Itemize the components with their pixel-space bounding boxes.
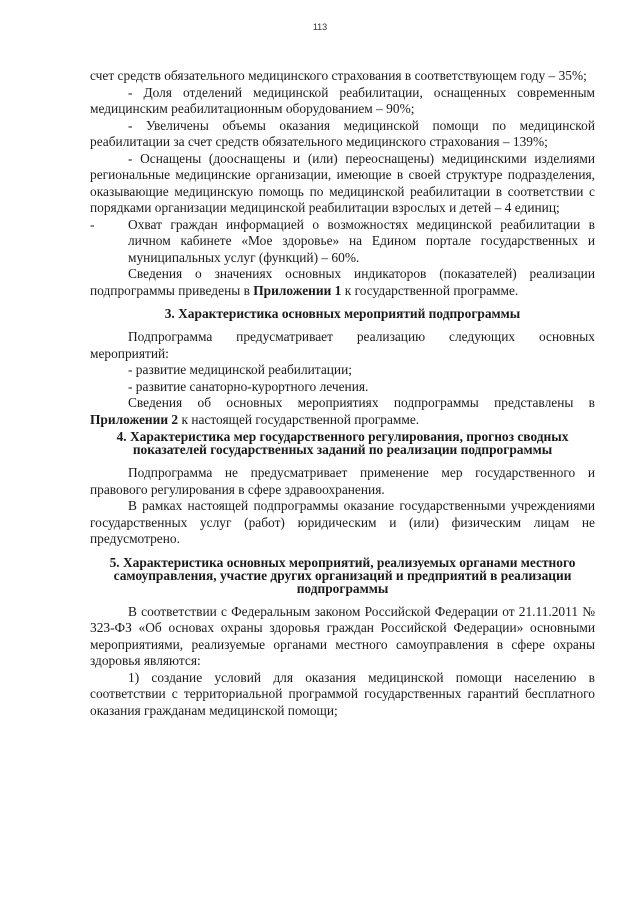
paragraph: счет средств обязательного медицинского страхования в соответствующем году – 35%;: [90, 68, 587, 83]
list-item: - Доля отделений медицинской реабилитации, оснащенных современным медицинским реабилитационным оборудованием – 90%;: [90, 84, 595, 116]
appendix-reference: Приложении 2: [90, 411, 179, 427]
indicators-reference: [90, 266, 595, 299]
text: к настоящей государственной программе.: [178, 411, 420, 427]
dash-marker: -: [90, 216, 95, 232]
list-item: - Оснащены (дооснащены и (или) переоснащены) медицинскими изделиями региональные медицинские организации, имеющие в своей структуре подразделения, оказывающие медицинскую помощь по медицинской реабилитации в соответствии с порядками организации медицинской реабилитации взрослых и детей – 4 единиц;: [90, 150, 595, 215]
paragraph: Подпрограмма не предусматривает применение мер государственного и правового регулирования в сфере здравоохранения.: [90, 465, 595, 497]
appendix-reference: Приложении 1: [253, 282, 342, 298]
appendix-reference-paragraph: [90, 395, 595, 428]
text: Сведения о значениях основных индикаторов (показателей) реализации подпрограммы приведены в: [90, 266, 595, 298]
text: Сведения об основных мероприятиях подпрограммы представлены в: [128, 395, 595, 410]
section-heading: 5. Характеристика основных мероприятий, реализуемых органами местного самоуправления, участие других организаций и предприятий в реализации подпрограммы: [109, 554, 576, 596]
paragraph: 1) создание условий для оказания медицинской помощи населению в соответствии с территориальной программой государственных гарантий бесплатного оказания гражданам медицинской помощи;: [90, 669, 595, 718]
page-number: 113: [312, 22, 328, 32]
text: к государственной программе.: [341, 282, 519, 298]
list-item-text: Охват граждан информацией о возможностях медицинской реабилитации в личном кабинете «Мое здоровье» на Едином портале государственных и муниципальных услуг (функций) – 60%.: [128, 216, 595, 265]
list-item: - Увеличены объемы оказания медицинской помощи по медицинской реабилитации за счет средств обязательного медицинского страхования – 139%;: [90, 117, 595, 149]
list-item: - развитие санаторно-курортного лечения.: [128, 378, 369, 394]
page-content: [90, 68, 595, 719]
list-item: [90, 217, 595, 267]
paragraph: В рамках настоящей подпрограммы оказание государственными учреждениями государственных услуг (работ) юридическим и (или) физическим лицам не предусмотрено.: [90, 498, 595, 546]
paragraph: В соответствии с Федеральным законом Российской Федерации от 21.11.2011 № 323-ФЗ «Об основах охраны здоровья граждан Российской Федерации» основными мероприятиями, реализуемые органами местного самоуправления в сфере охраны здоровья являются:: [90, 603, 595, 668]
section-heading: 3. Характеристика основных мероприятий подпрограммы: [164, 306, 521, 321]
section-heading: 4. Характеристика мер государственного регулирования, прогноз сводных показателей государственных заданий по реализации подпрограммы: [116, 429, 569, 457]
list-item: - развитие медицинской реабилитации;: [128, 362, 352, 377]
paragraph: Подпрограмма предусматривает реализацию следующих основных мероприятий:: [90, 329, 595, 361]
